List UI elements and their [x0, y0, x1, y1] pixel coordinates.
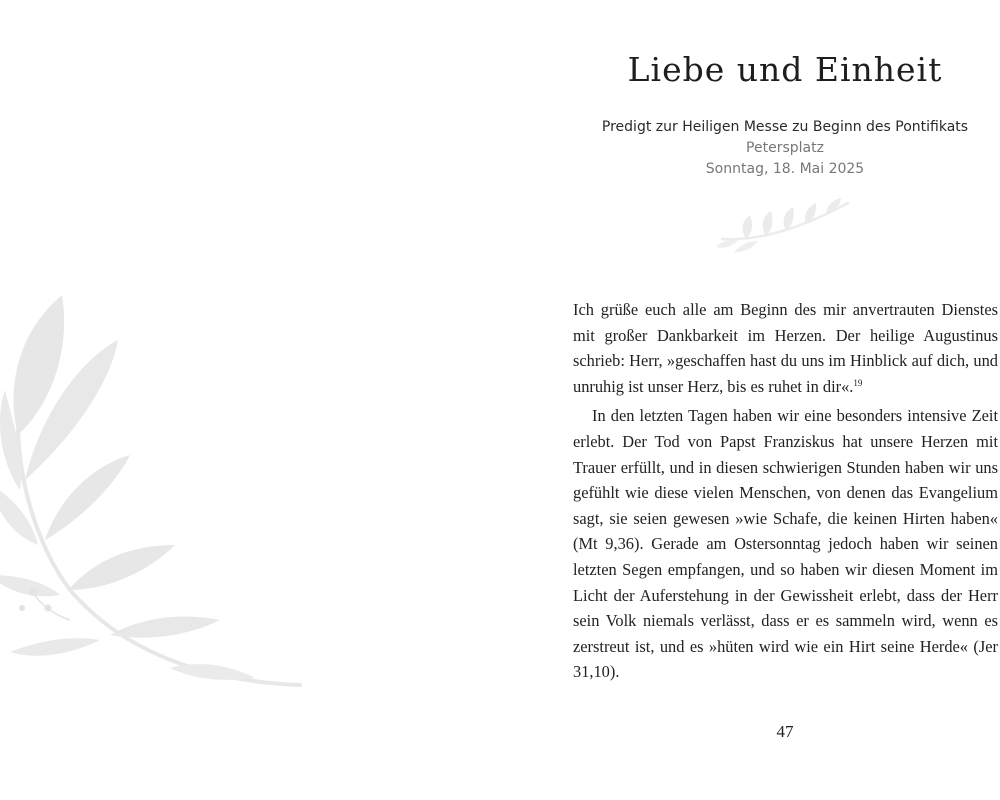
- olive-branch-icon: [0, 290, 310, 700]
- paragraph-1-text: Ich grüße euch alle am Beginn des mir anvertrauten Dienstes mit großer Dankbarkeit im Herzen. Der heilige Augustinus schrieb: Herr, »geschaffen hast du uns im Hinblick auf dich, und unruhig ist unser Herz, bis es ruhet in dir«.: [573, 300, 998, 396]
- sermon-info: [570, 117, 1000, 180]
- footnote-marker: 19: [853, 377, 863, 388]
- page-title: Liebe und Einheit: [627, 50, 943, 89]
- paragraph-1: [573, 297, 998, 399]
- paragraph-2: In den letzten Tagen haben wir eine besonders intensive Zeit erlebt. Der Tod von Papst Franziskus hat unsere Herzen mit Trauer erfüllt, und in diesen schwierigen Stunden haben wir uns gefühlt wie diese vielen Menschen, von denen das Evangelium sagt, sie seien gewesen »wie Schafe, die keinen Hirten haben« (Mt 9,36). Gerade am Ostersonntag jedoch haben wir seinen letzten Segen empfangen, und so haben wir diesen Moment im Licht der Auferstehung in der Gewissheit erlebt, dass der Herr sein Volk niemals verlässt, dass er es sammeln wird, wenn es zerstreut ist, und es »hüten wird wie ein Hirt seine Herde« (Jer 31,10).: [573, 406, 998, 682]
- laurel-sprig-icon: [716, 195, 856, 255]
- sermon-body: [573, 297, 998, 685]
- sermon-subtitle: Predigt zur Heiligen Messe zu Beginn des Pontifikats: [601, 119, 969, 135]
- sermon-place: Petersplatz: [746, 140, 824, 156]
- sermon-date: Sonntag, 18. Mai 2025: [705, 161, 865, 177]
- page-number: 47: [776, 722, 794, 741]
- right-page: [500, 0, 1000, 800]
